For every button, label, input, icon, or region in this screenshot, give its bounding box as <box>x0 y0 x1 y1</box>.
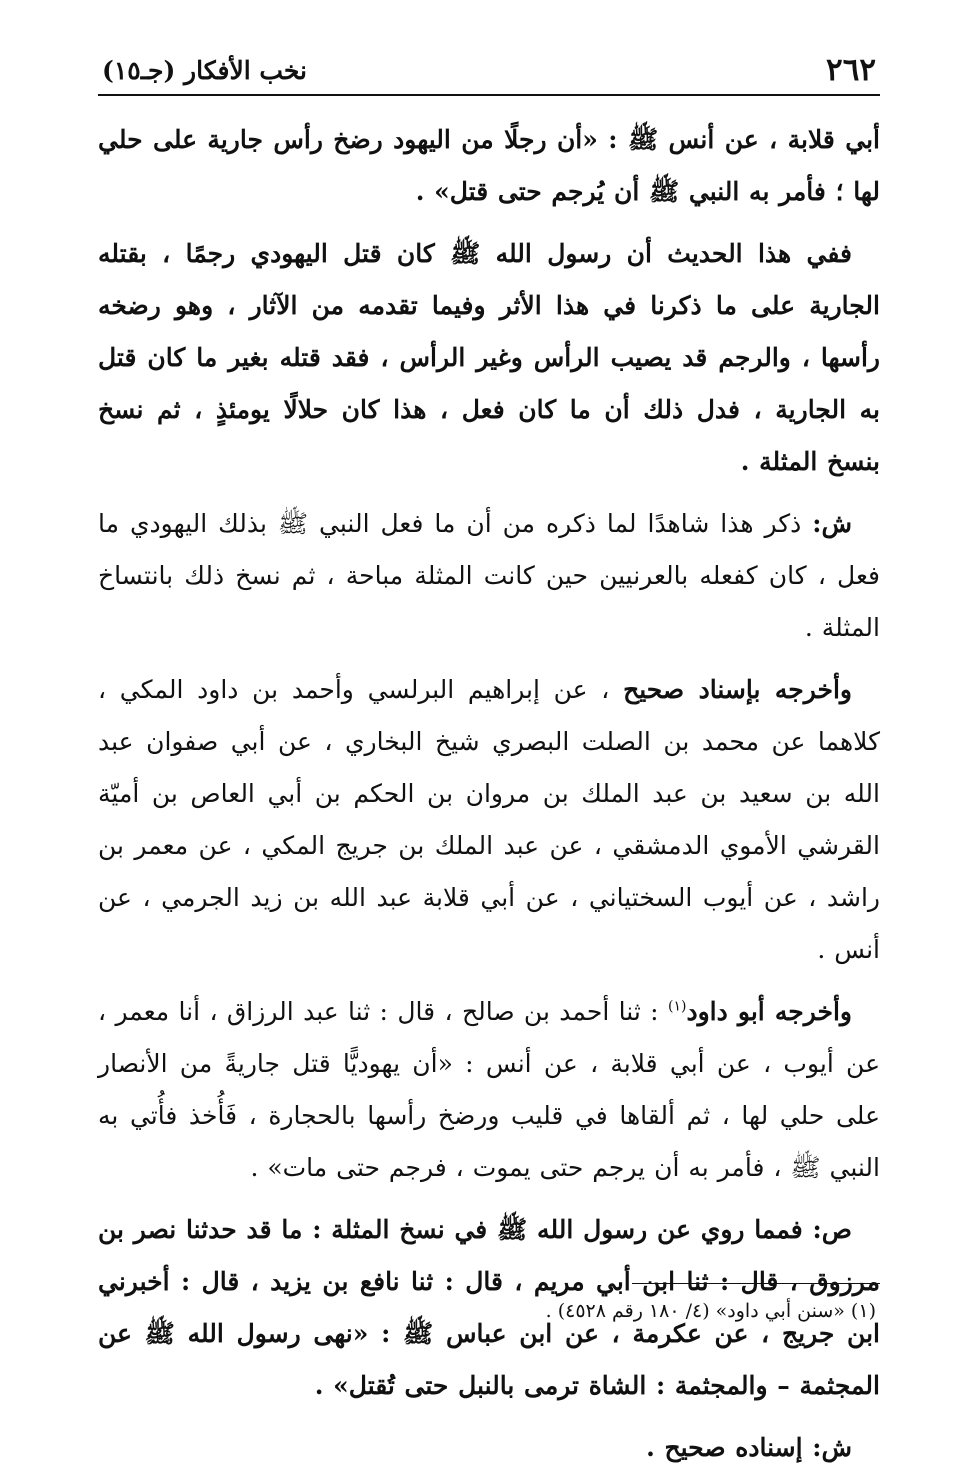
sharh-marker: ش: <box>812 509 852 538</box>
page-number: ٢٦٢ <box>826 52 876 88</box>
footnote-divider <box>632 1283 880 1284</box>
abu-dawud-lead: وأخرجه أبو داود <box>686 997 852 1026</box>
page-body <box>98 114 880 1474</box>
paragraph-isnad <box>98 664 880 976</box>
isnad-lead: وأخرجه بإسناد صحيح <box>623 675 852 704</box>
abu-dawud-text: : ثنا أحمد بن صالح ، قال : ثنا عبد الرزاق ، أنا معمر ، عن أيوب ، عن أبي قلابة ، عن أنس : «أن يهوديًّا قتل جاريةً من الأنصار على حلي لها ، ثم ألقاها في قليب ورضخ رأسها بالحجارة ، فَأُخذ فأُتي به النبي ﷺ ، فأمر به أن يرجم حتى يموت ، فرجم حتى مات» . <box>98 997 880 1182</box>
isnad-text: ، عن إبراهيم البرلسي وأحمد بن داود المكي ، كلاهما عن محمد بن الصلت البصري شيخ البخاري ، عن أبي صفوان عبد الله بن سعيد بن عبد الملك بن مروان بن الحكم بن أبي العاص بن أميّة القرشي الأموي الدمشقي ، عن عبد الملك بن جريج المكي ، عن معمر بن راشد ، عن أيوب السختياني ، عن أبي قلابة عبد الله بن زيد الجرمي ، عن أنس . <box>98 675 880 964</box>
sharh-text: ذكر هذا شاهدًا لما ذكره من أن ما فعل النبي ﷺ بذلك اليهودي ما فعل ، كان كفعله بالعرنيين حين كانت المثلة مباحة ، ثم نسخ ذلك بانتساخ المثلة . <box>98 509 880 642</box>
sad-marker: ص: <box>812 1215 852 1244</box>
paragraph-sharh-1 <box>98 498 880 654</box>
sad-text: فمما روي عن رسول الله ﷺ في نسخ المثلة : ما قد حدثنا نصر بن مرزوق ، قال : ثنا ابن أبي مريم ، قال : ثنا نافع بن يزيد ، قال : أخبرني ابن جريج ، عن عكرمة ، عن ابن عباس ﷺ : «نهى رسول الله ﷺ عن المجثمة – والمجثمة : الشاة ترمى بالنبل حتى تُقتل» . <box>98 1215 880 1400</box>
book-page <box>98 50 880 1462</box>
page-header <box>98 50 880 96</box>
paragraph-abu-dawud <box>98 986 880 1194</box>
paragraph-hadith-continuation: أبي قلابة ، عن أنس ﷺ : «أن رجلًا من اليهود رضخ رأس جارية على حلي لها ؛ فأمر به النبي ﷺ أن يُرجم حتى قتل» . <box>98 125 880 206</box>
footnote-reference: (١) <box>668 998 687 1015</box>
footnote: (١) «سنن أبي داود» (٤/ ١٨٠ رقم ٤٥٢٨) . <box>545 1300 876 1322</box>
paragraph-commentary: ففي هذا الحديث أن رسول الله ﷺ كان قتل اليهودي رجمًا ، بقتله الجارية على ما ذكرنا في هذا الأثر وفيما تقدمه من الآثار ، وهو رضخه رأسها ، والرجم قد يصيب الرأس وغير الرأس ، فقد قتله بغير ما كان قتل به الجارية ، فدل ذلك أن ما كان فعل ، هذا كان حلالًا يومئذٍ ، ثم نسخ بنسخ المثلة . <box>98 239 880 476</box>
running-title: نخب الأفكار (جـ١٥) <box>102 56 308 85</box>
paragraph-sharh-2: ش: إسناده صحيح . <box>646 1433 852 1462</box>
